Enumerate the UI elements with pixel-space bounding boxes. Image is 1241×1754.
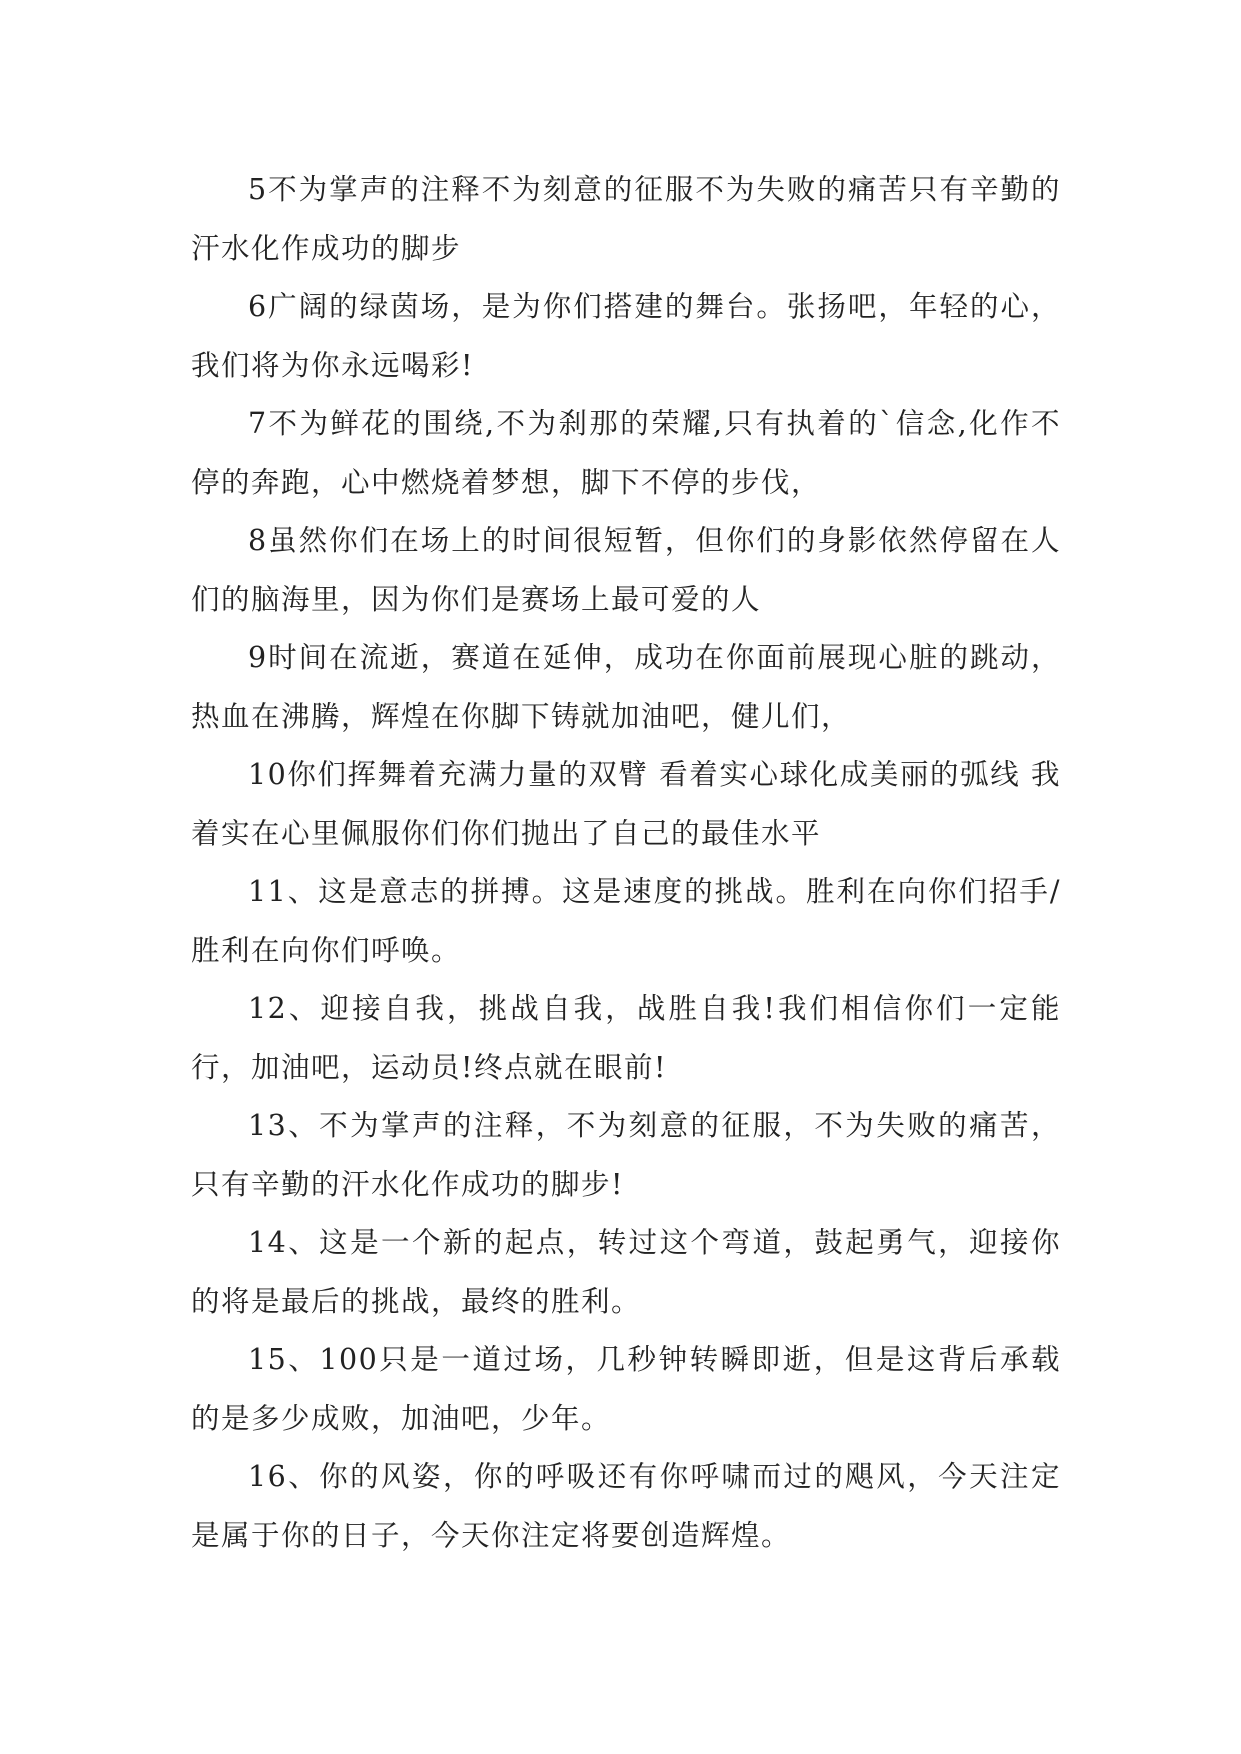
paragraph-15: 15、100只是一道过场，几秒钟转瞬即逝，但是这背后承载的是多少成败，加油吧，少年。	[191, 1343, 1061, 1435]
paragraph-5: 5不为掌声的注释不为刻意的征服不为失败的痛苦只有辛勤的汗水化作成功的脚步	[191, 173, 1061, 265]
paragraph-12: 12、迎接自我，挑战自我，战胜自我!我们相信你们一定能行，加油吧，运动员!终点就在眼前!	[191, 992, 1061, 1084]
paragraph-7: 7不为鲜花的围绕,不为刹那的荣耀,只有执着的`信念,化作不停的奔跑，心中燃烧着梦想，脚下不停的步伐，	[191, 407, 1061, 499]
paragraph-8: 8虽然你们在场上的时间很短暂，但你们的身影依然停留在人们的脑海里，因为你们是赛场上最可爱的人	[191, 524, 1061, 616]
paragraph-10: 10你们挥舞着充满力量的双臂 看着实心球化成美丽的弧线 我着实在心里佩服你们你们抛出了自己的最佳水平	[191, 758, 1061, 850]
paragraph-13: 13、不为掌声的注释，不为刻意的征服，不为失败的痛苦，只有辛勤的汗水化作成功的脚步!	[191, 1109, 1061, 1201]
paragraph-14: 14、这是一个新的起点，转过这个弯道，鼓起勇气，迎接你的将是最后的挑战，最终的胜利。	[191, 1226, 1061, 1318]
paragraph-11: 11、这是意志的拼搏。这是速度的挑战。胜利在向你们招手/胜利在向你们呼唤。	[191, 875, 1061, 967]
paragraph-6: 6广阔的绿茵场，是为你们搭建的舞台。张扬吧，年轻的心，我们将为你永远喝彩!	[191, 290, 1061, 382]
paragraph-9: 9时间在流逝，赛道在延伸，成功在你面前展现心脏的跳动，热血在沸腾，辉煌在你脚下铸就加油吧，健儿们，	[191, 641, 1061, 733]
paragraph-16: 16、你的风姿，你的呼吸还有你呼啸而过的飓风，今天注定是属于你的日子，今天你注定将要创造辉煌。	[191, 1460, 1061, 1552]
document-body	[191, 161, 1061, 1565]
